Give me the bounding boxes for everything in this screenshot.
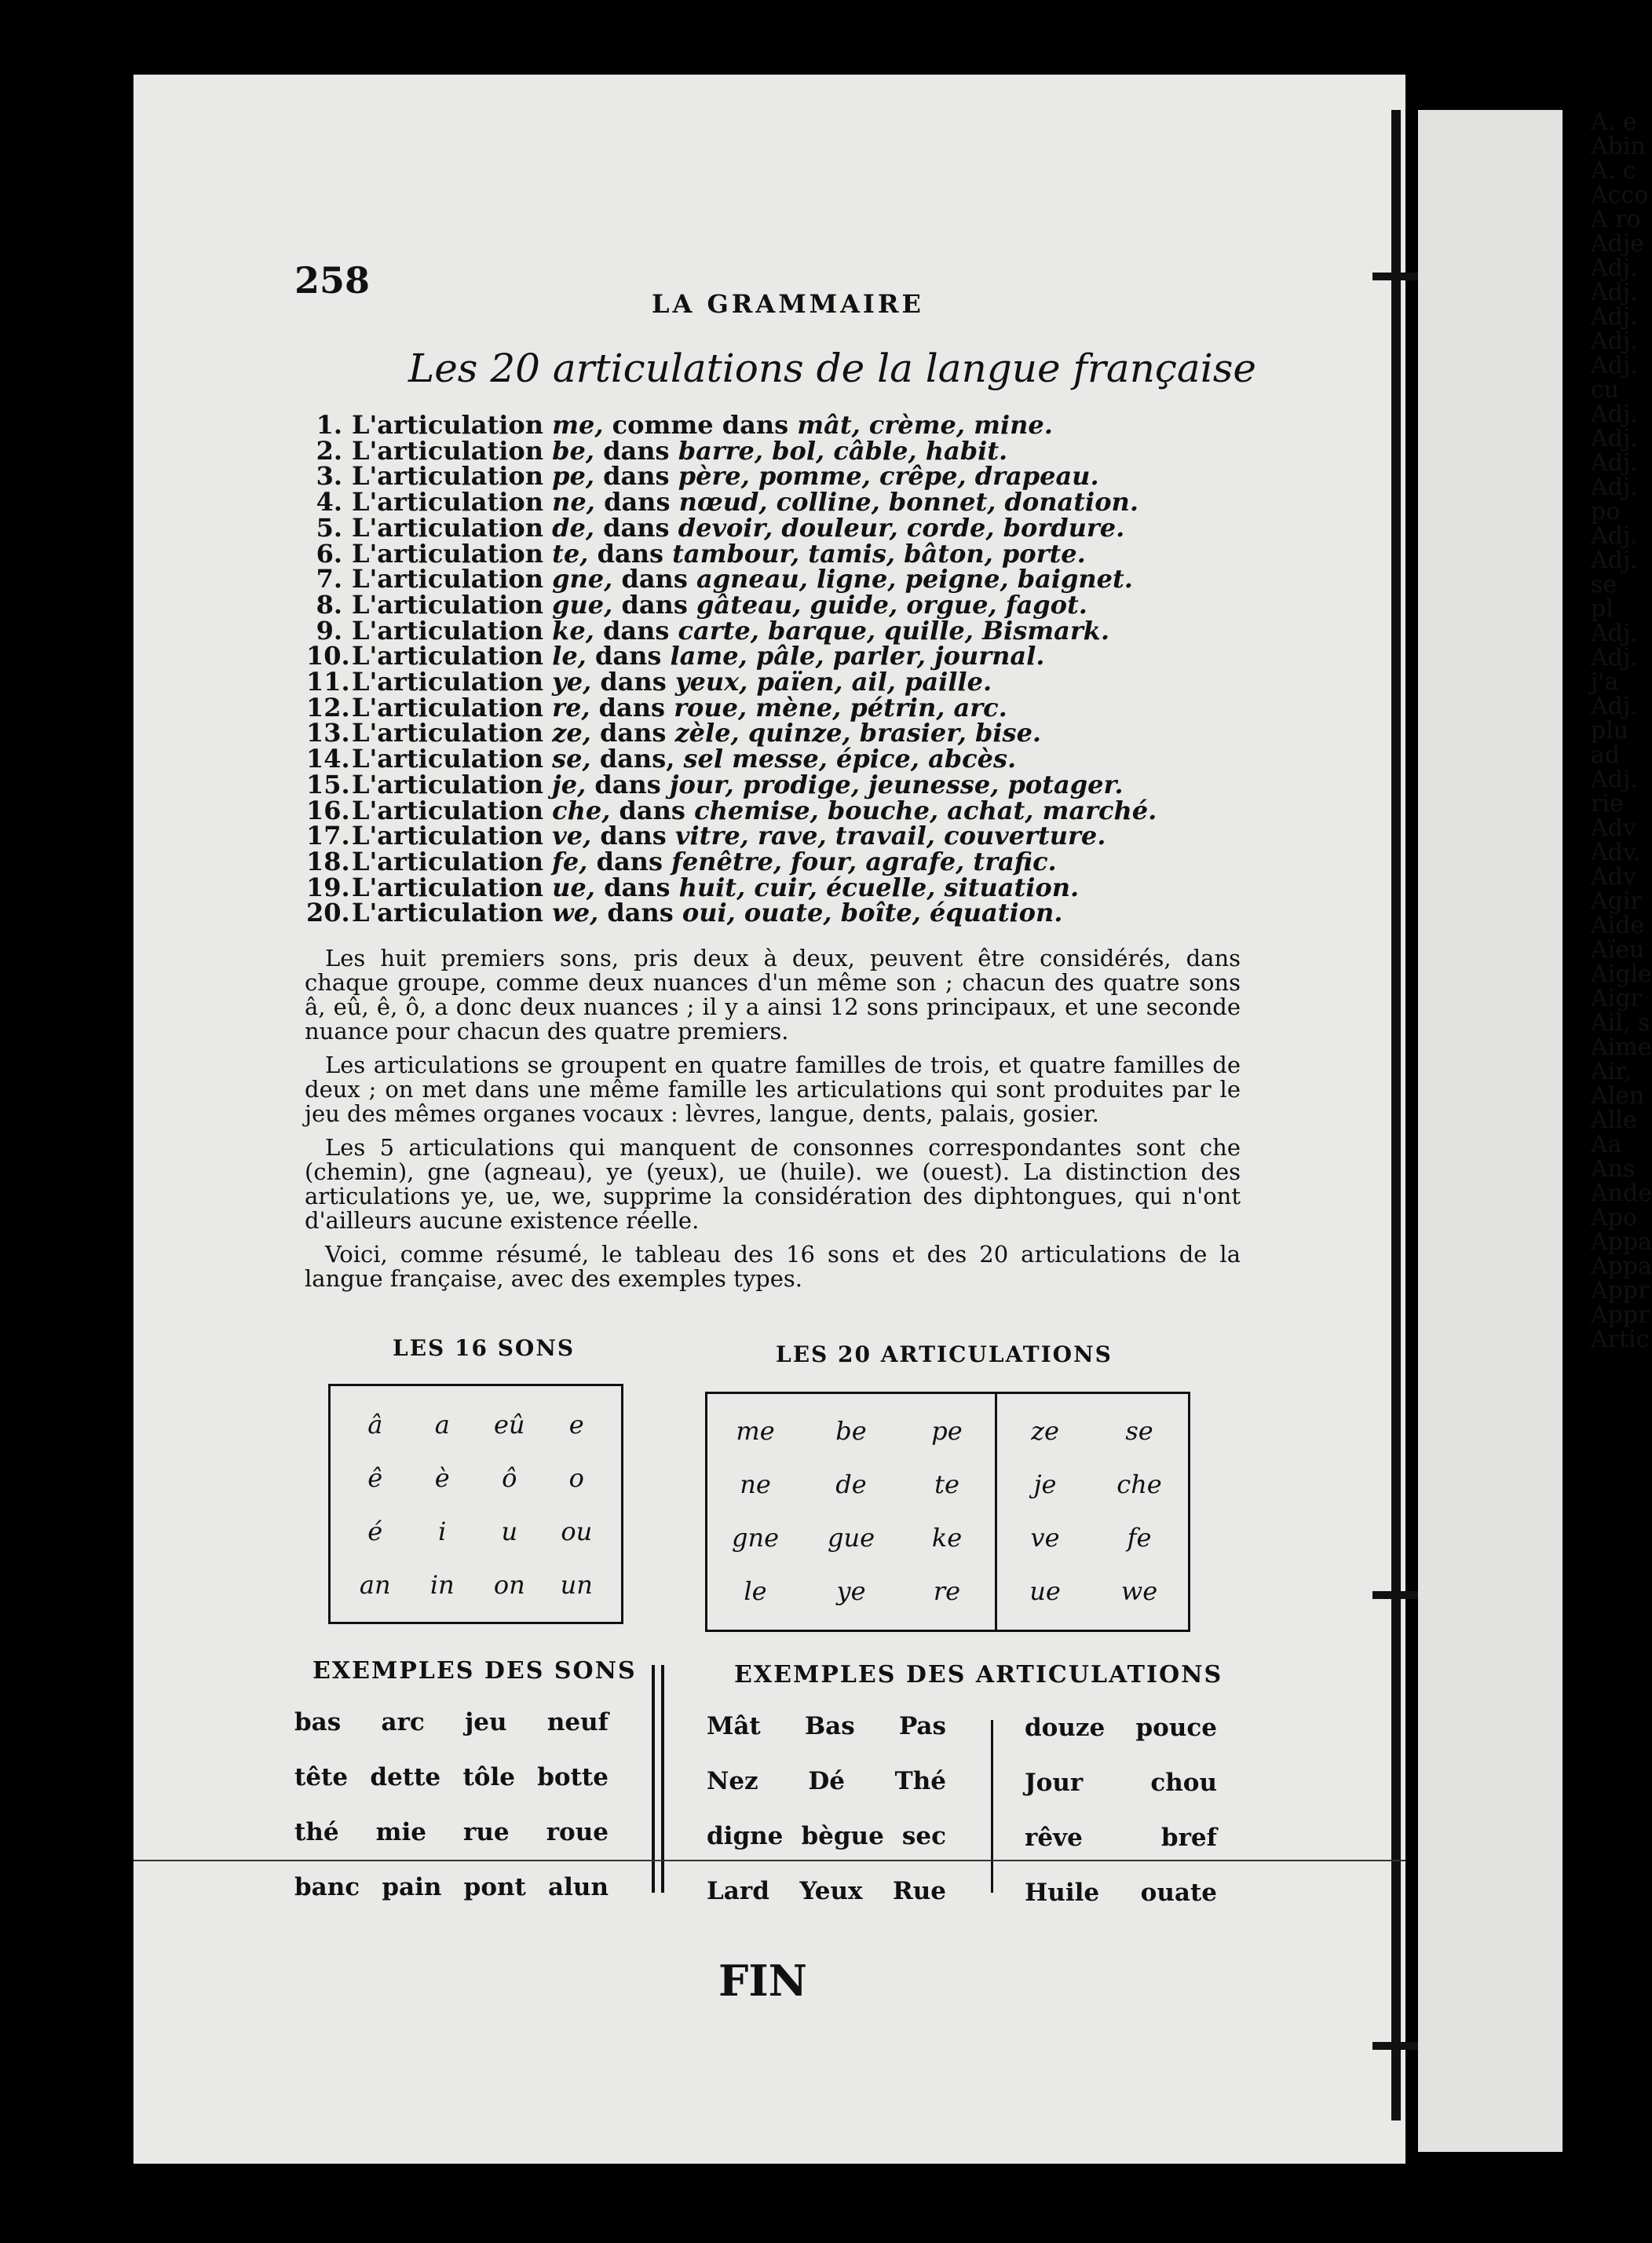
son-cell: u bbox=[501, 1517, 518, 1546]
facing-line: Adj. bbox=[1591, 620, 1638, 647]
articulation-number: 20. bbox=[306, 898, 350, 928]
exemples-sons-heading: EXEMPLES DES SONS bbox=[312, 1657, 637, 1685]
articulation-examples: huit, cuir, écuelle, situation. bbox=[678, 872, 1080, 902]
articulation-row bbox=[306, 643, 1091, 669]
articulation-symbol: gne, bbox=[552, 564, 613, 595]
facing-line: Appa bbox=[1591, 1228, 1652, 1256]
articulation-number: 2. bbox=[316, 435, 342, 466]
articulation-examples: lame, pâle, parler, journal. bbox=[670, 641, 1045, 671]
articulation-cell: me bbox=[736, 1416, 775, 1446]
example-word: chou bbox=[1150, 1769, 1217, 1797]
facing-line: se bbox=[1591, 571, 1617, 598]
body-paragraph: Les 5 articulations qui manquent de consonnes correspondantes sont che (chemin), gne (agneau), ye (yeux), ue (huile). we (ouest). La distinction des articulations ye, ue, we, supprime la considération des diphtongues, qui n'ont d'ailleurs aucune existence réelle. bbox=[305, 1134, 1241, 1234]
articulation-number: 7. bbox=[316, 564, 342, 595]
articulation-number: 12. bbox=[306, 692, 350, 723]
example-word-row bbox=[294, 1873, 609, 1901]
articulation-cell: te bbox=[934, 1469, 959, 1499]
articulation-cell: gne bbox=[731, 1523, 780, 1553]
articulation-examples: nœud, colline, bonnet, donation. bbox=[678, 487, 1138, 518]
facing-line: Adj. bbox=[1591, 474, 1638, 501]
articulation-examples: mât, crème, mine. bbox=[797, 410, 1053, 440]
son-cell: i bbox=[438, 1517, 447, 1546]
example-word: roue bbox=[546, 1818, 609, 1846]
articulation-prep: dans bbox=[594, 641, 662, 671]
articulation-cell: ue bbox=[1029, 1576, 1061, 1606]
spine-ornament bbox=[1372, 273, 1420, 280]
articulation-number: 16. bbox=[306, 795, 350, 825]
facing-line: Air, bbox=[1591, 1058, 1632, 1085]
example-word: Jour bbox=[1025, 1769, 1084, 1797]
son-cell: in bbox=[429, 1570, 455, 1600]
articulation-row bbox=[306, 615, 1109, 646]
facing-page-fragment bbox=[1418, 108, 1652, 2152]
example-word: tête bbox=[294, 1763, 349, 1791]
articulation-lead: L'articulation bbox=[352, 898, 544, 928]
example-word-row bbox=[707, 1877, 946, 1905]
articulation-cell: be bbox=[835, 1416, 867, 1446]
articulation-lead: L'articulation bbox=[352, 564, 544, 595]
articulation-row bbox=[306, 720, 1091, 746]
exemples-articulations-heading: EXEMPLES DES ARTICULATIONS bbox=[734, 1661, 1223, 1689]
articulation-prep: dans bbox=[621, 564, 688, 595]
facing-line: ad bbox=[1591, 741, 1621, 769]
example-word: rêve bbox=[1025, 1824, 1083, 1852]
facing-line: Aime bbox=[1591, 1034, 1652, 1061]
articulation-number: 14. bbox=[306, 744, 350, 774]
articulation-number: 15. bbox=[306, 769, 350, 800]
articulation-cell: ye bbox=[836, 1576, 866, 1606]
example-word: ouate bbox=[1140, 1879, 1217, 1907]
articulation-number: 13. bbox=[306, 718, 350, 748]
articulation-examples: gâteau, guide, orgue, fagot. bbox=[696, 589, 1087, 620]
example-word: tôle bbox=[462, 1763, 515, 1791]
facing-line: plu bbox=[1591, 717, 1629, 745]
articulation-prep: dans bbox=[599, 718, 667, 748]
son-cell: o bbox=[568, 1463, 584, 1493]
articulation-cell: ze bbox=[1031, 1416, 1059, 1446]
example-word-row bbox=[1025, 1714, 1217, 1742]
body-paragraph: Voici, comme résumé, le tableau des 16 sons et des 20 articulations de la langue française, avec des exemples types. bbox=[305, 1241, 1241, 1292]
example-word-row bbox=[294, 1818, 609, 1846]
articulation-number: 8. bbox=[316, 589, 342, 620]
articulation-lead: L'articulation bbox=[352, 744, 544, 774]
section-title: Les 20 articulations de la langue française bbox=[408, 346, 1256, 391]
facing-line: Aigr bbox=[1591, 985, 1642, 1012]
facing-line: Adj. bbox=[1591, 279, 1638, 306]
articulation-cell: fe bbox=[1127, 1523, 1152, 1553]
example-word: arc bbox=[381, 1708, 425, 1736]
articulation-lead: L'articulation bbox=[352, 410, 544, 440]
facing-line: Alle bbox=[1591, 1107, 1637, 1134]
facing-line: Adv bbox=[1591, 814, 1636, 842]
facing-line: Adj. bbox=[1591, 766, 1638, 793]
articulation-examples: père, pomme, crêpe, drapeau. bbox=[678, 461, 1099, 492]
example-word: jeu bbox=[465, 1708, 507, 1736]
facing-line: Adj. bbox=[1591, 547, 1638, 574]
articulation-symbol: be, bbox=[552, 435, 595, 466]
articulation-examples: barre, bol, câble, habit. bbox=[678, 435, 1008, 466]
articulation-symbol: ze, bbox=[552, 718, 591, 748]
facing-line: Ande bbox=[1591, 1180, 1652, 1207]
articulation-symbol: che, bbox=[552, 795, 611, 825]
facing-line: j'a bbox=[1591, 668, 1619, 696]
articulation-symbol: ne, bbox=[552, 487, 595, 518]
example-word: botte bbox=[537, 1763, 609, 1791]
articulations-table bbox=[705, 1392, 1190, 1632]
example-word: Dé bbox=[808, 1767, 845, 1795]
articulation-row bbox=[306, 589, 1091, 620]
facing-line: Abin bbox=[1591, 133, 1646, 160]
articulation-row bbox=[306, 538, 1091, 569]
facing-line: Adj. bbox=[1591, 327, 1638, 355]
articulations-list bbox=[306, 410, 1157, 928]
example-word: Pas bbox=[898, 1712, 946, 1740]
articulation-examples: oui, ouate, boîte, équation. bbox=[682, 898, 1063, 928]
example-word: pouce bbox=[1135, 1714, 1217, 1742]
facing-line: Adj. bbox=[1591, 254, 1638, 282]
articulation-prep: dans bbox=[600, 821, 667, 851]
articulation-symbol: pe, bbox=[552, 461, 595, 492]
facing-line: Adj. bbox=[1591, 644, 1638, 671]
articulation-examples: sel messe, épice, abcès. bbox=[683, 744, 1017, 774]
articulation-symbol: ke, bbox=[552, 615, 594, 646]
articulation-prep: dans bbox=[603, 461, 670, 492]
articulation-symbol: me, bbox=[552, 410, 604, 440]
articulation-examples: zèle, quinze, brasier, bise. bbox=[674, 718, 1042, 748]
articulation-number: 4. bbox=[316, 487, 342, 518]
articulation-row bbox=[306, 692, 1091, 723]
articulation-lead: L'articulation bbox=[352, 795, 544, 825]
articulation-number: 6. bbox=[316, 538, 342, 569]
articulation-row bbox=[306, 746, 1091, 772]
articulation-prep: dans bbox=[607, 898, 674, 928]
example-word: neuf bbox=[546, 1708, 609, 1736]
articulation-lead: L'articulation bbox=[352, 692, 544, 723]
facing-line: Agir bbox=[1591, 887, 1642, 915]
articulation-prep: dans bbox=[619, 795, 685, 825]
articulation-symbol: fe, bbox=[552, 846, 588, 876]
running-head: LA GRAMMAIRE bbox=[652, 289, 924, 319]
articulation-symbol: te, bbox=[552, 538, 589, 569]
son-cell: on bbox=[493, 1570, 525, 1600]
example-word: Bas bbox=[804, 1712, 855, 1740]
example-word: Mât bbox=[707, 1712, 761, 1740]
facing-line: A. e bbox=[1591, 108, 1637, 136]
son-cell: é bbox=[367, 1517, 383, 1546]
example-word: Huile bbox=[1025, 1879, 1100, 1907]
facing-line: Apo bbox=[1591, 1204, 1637, 1231]
articulation-symbol: le, bbox=[552, 641, 587, 671]
articulation-examples: fenêtre, four, agrafe, trafic. bbox=[671, 846, 1057, 876]
articulation-row bbox=[306, 564, 1133, 595]
example-word: banc bbox=[294, 1873, 360, 1901]
facing-line: Adj. bbox=[1591, 522, 1638, 550]
articulation-number: 18. bbox=[306, 846, 350, 876]
facing-line: Adj. bbox=[1591, 449, 1638, 477]
example-word: thé bbox=[294, 1818, 339, 1846]
articulation-lead: L'articulation bbox=[352, 667, 544, 697]
facing-line: Acco bbox=[1591, 181, 1649, 209]
articulation-symbol: re, bbox=[552, 692, 590, 723]
exemples-articulations-right bbox=[1025, 1714, 1217, 1934]
facing-line: rie bbox=[1591, 790, 1624, 818]
son-cell: ô bbox=[502, 1463, 517, 1493]
articulation-number: 17. bbox=[306, 821, 350, 851]
articulation-lead: L'articulation bbox=[352, 435, 544, 466]
articulation-lead: L'articulation bbox=[352, 872, 544, 902]
facing-line: Appr bbox=[1591, 1301, 1650, 1329]
articulation-symbol: ve, bbox=[552, 821, 592, 851]
example-word: bref bbox=[1160, 1824, 1217, 1852]
book-spine bbox=[1391, 110, 1401, 2120]
articulation-examples: yeux, païen, ail, paille. bbox=[674, 667, 992, 697]
facing-line: A. c bbox=[1591, 157, 1636, 185]
example-word: digne bbox=[707, 1822, 784, 1850]
sons-table bbox=[328, 1384, 623, 1624]
facing-line: Adv bbox=[1591, 863, 1636, 891]
example-word: Nez bbox=[707, 1767, 758, 1795]
articulation-examples: carte, barque, quille, Bismark. bbox=[678, 615, 1109, 646]
example-word: mie bbox=[375, 1818, 426, 1846]
son-cell: a bbox=[434, 1410, 450, 1440]
facing-line: Adj. bbox=[1591, 352, 1638, 379]
articulation-cell: je bbox=[1033, 1469, 1057, 1499]
articulation-lead: L'articulation bbox=[352, 821, 544, 851]
articulation-row bbox=[306, 435, 1091, 466]
son-cell: ou bbox=[561, 1517, 593, 1546]
example-word: alun bbox=[548, 1873, 609, 1901]
articulation-symbol: ye, bbox=[552, 667, 592, 697]
articulation-examples: roue, mène, pétrin, arc. bbox=[674, 692, 1007, 723]
example-word: dette bbox=[370, 1763, 441, 1791]
articulation-lead: L'articulation bbox=[352, 461, 544, 492]
articulation-symbol: ue, bbox=[552, 872, 595, 902]
articulation-lead: L'articulation bbox=[352, 846, 544, 876]
articulation-examples: tambour, tamis, bâton, porte. bbox=[672, 538, 1086, 569]
facing-line: Ail, s bbox=[1591, 1009, 1650, 1037]
articulation-cell: re bbox=[933, 1576, 961, 1606]
articulation-symbol: je, bbox=[552, 769, 587, 800]
body-paragraphs bbox=[305, 946, 1241, 1301]
articulation-lead: L'articulation bbox=[352, 769, 544, 800]
articulation-prep: dans bbox=[596, 846, 663, 876]
son-cell: eû bbox=[493, 1410, 525, 1440]
articulation-examples: devoir, douleur, corde, bordure. bbox=[678, 512, 1125, 543]
facing-line: po bbox=[1591, 498, 1621, 525]
articulation-prep: dans bbox=[604, 487, 671, 518]
facing-line: Adj. bbox=[1591, 425, 1638, 452]
son-cell: è bbox=[434, 1463, 450, 1493]
articulation-lead: L'articulation bbox=[352, 589, 544, 620]
articulation-prep: dans bbox=[597, 538, 663, 569]
articulation-number: 1. bbox=[316, 410, 342, 440]
example-word-row bbox=[707, 1767, 946, 1795]
facing-line: cu bbox=[1591, 376, 1620, 404]
son-cell: â bbox=[367, 1410, 383, 1440]
articulation-row bbox=[306, 461, 1099, 492]
example-word: sec bbox=[901, 1822, 946, 1850]
son-cell: an bbox=[359, 1570, 391, 1600]
facing-line: Aide bbox=[1591, 912, 1645, 939]
example-word: bas bbox=[294, 1708, 342, 1736]
articulation-number: 5. bbox=[316, 512, 342, 543]
articulation-prep: dans bbox=[604, 872, 671, 902]
example-word-row bbox=[294, 1763, 609, 1791]
articulation-symbol: de, bbox=[552, 512, 595, 543]
articulation-row bbox=[306, 487, 1138, 518]
facing-line: Appr bbox=[1591, 1277, 1650, 1304]
example-word: Rue bbox=[892, 1877, 946, 1905]
articulation-number: 9. bbox=[316, 615, 342, 646]
articulation-symbol: we, bbox=[552, 898, 599, 928]
articulation-cell: ve bbox=[1030, 1523, 1060, 1553]
articulation-prep: dans bbox=[603, 512, 670, 543]
articulation-prep: dans bbox=[598, 692, 666, 723]
facing-line: Aïeu bbox=[1591, 936, 1645, 964]
articulation-prep: dans bbox=[600, 667, 667, 697]
articulations-heading: LES 20 ARTICULATIONS bbox=[776, 1341, 1113, 1367]
articulation-cell: le bbox=[744, 1576, 767, 1606]
articulation-cell: ke bbox=[931, 1523, 963, 1553]
articulation-lead: L'articulation bbox=[352, 718, 544, 748]
example-word-row bbox=[707, 1822, 946, 1850]
articulation-prep: dans, bbox=[599, 744, 675, 774]
example-word-row bbox=[1025, 1824, 1217, 1852]
exemples-sons bbox=[294, 1708, 609, 1928]
facing-line: Adje bbox=[1591, 230, 1644, 258]
articulation-prep: dans bbox=[594, 769, 661, 800]
articulation-cell: we bbox=[1120, 1576, 1158, 1606]
articulation-examples: agneau, ligne, peigne, baignet. bbox=[696, 564, 1133, 595]
facing-line: Aa bbox=[1591, 1131, 1622, 1158]
example-word: pont bbox=[463, 1873, 526, 1901]
facing-line: Adj. bbox=[1591, 303, 1638, 331]
articulation-cell: ne bbox=[740, 1469, 771, 1499]
articulation-examples: jour, prodige, jeunesse, potager. bbox=[669, 769, 1124, 800]
facing-line: Alen bbox=[1591, 1082, 1645, 1110]
facing-line: Ans bbox=[1591, 1155, 1636, 1183]
articulation-row bbox=[306, 795, 1157, 825]
articulation-number: 3. bbox=[316, 461, 342, 492]
articulation-prep: dans bbox=[602, 615, 670, 646]
articulation-prep: comme dans bbox=[612, 410, 789, 440]
fin-marker: FIN bbox=[718, 1956, 807, 2006]
body-paragraph: Les huit premiers sons, pris deux à deux, peuvent être considérés, dans chaque groupe, comme deux nuances d'un même son ; chacun des quatre sons â, eû, ê, ô, a donc deux nuances ; il y a ainsi 12 sons principaux, et une seconde nuance pour chacun des quatre premiers. bbox=[305, 945, 1241, 1045]
articulation-row bbox=[306, 769, 1124, 800]
articulation-cell: pe bbox=[931, 1416, 963, 1446]
example-word: douze bbox=[1025, 1714, 1106, 1742]
example-word-row bbox=[1025, 1879, 1217, 1907]
articulation-row bbox=[306, 512, 1125, 543]
body-paragraph: Les articulations se groupent en quatre familles de trois, et quatre familles de deux ; on met dans une même famille les articulations qui sont produites par le jeu des mêmes organes vocaux : lèvres, langue, dents, palais, gosier. bbox=[305, 1052, 1241, 1127]
articulation-prep: dans bbox=[603, 435, 670, 466]
facing-line: A ro bbox=[1591, 206, 1641, 233]
spine-ornament bbox=[1372, 1591, 1420, 1599]
articulation-lead: L'articulation bbox=[352, 615, 544, 646]
articulation-lead: L'articulation bbox=[352, 487, 544, 518]
articulation-row bbox=[306, 900, 1091, 926]
facing-line: Adj. bbox=[1591, 401, 1638, 428]
facing-line: Aigle bbox=[1591, 961, 1652, 988]
articulation-lead: L'articulation bbox=[352, 512, 544, 543]
son-cell: e bbox=[568, 1410, 584, 1440]
articulation-row bbox=[306, 821, 1106, 851]
articulation-number: 10. bbox=[306, 641, 350, 671]
facing-line: Adj. bbox=[1591, 693, 1638, 720]
facing-line: Appa bbox=[1591, 1253, 1652, 1280]
example-word: Thé bbox=[894, 1767, 946, 1795]
articulation-cell: che bbox=[1117, 1469, 1162, 1499]
articulation-cell: se bbox=[1125, 1416, 1153, 1446]
example-word: pain bbox=[382, 1873, 442, 1901]
example-word: rue bbox=[463, 1818, 510, 1846]
articulation-prep: dans bbox=[621, 589, 688, 620]
articulation-cell: de bbox=[835, 1469, 867, 1499]
facing-line: pl bbox=[1591, 595, 1614, 623]
articulation-symbol: se, bbox=[552, 744, 591, 774]
son-cell: un bbox=[560, 1570, 593, 1600]
articulation-number: 19. bbox=[306, 872, 350, 902]
articulation-row bbox=[306, 846, 1091, 876]
sons-heading: LES 16 SONS bbox=[393, 1335, 576, 1361]
articulation-cell: gue bbox=[827, 1523, 875, 1553]
articulation-lead: L'articulation bbox=[352, 641, 544, 671]
articulation-examples: chemise, bouche, achat, marché. bbox=[694, 795, 1157, 825]
articulation-lead: L'articulation bbox=[352, 538, 544, 569]
articulation-examples: vitre, rave, travail, couverture. bbox=[674, 821, 1106, 851]
articulation-symbol: gue, bbox=[552, 589, 613, 620]
son-cell: ê bbox=[367, 1463, 383, 1493]
articulation-row bbox=[306, 412, 1091, 438]
exemples-articulations-left bbox=[707, 1712, 946, 1932]
example-word: Yeux bbox=[799, 1877, 863, 1905]
example-word: bègue bbox=[801, 1822, 884, 1850]
example-word-row bbox=[294, 1708, 609, 1736]
facing-line: Adv. bbox=[1591, 839, 1641, 866]
articulation-row bbox=[306, 669, 1091, 695]
facing-line: Artic bbox=[1591, 1326, 1650, 1353]
example-word-row bbox=[707, 1712, 946, 1740]
example-word: Lard bbox=[707, 1877, 769, 1905]
articulation-number: 11. bbox=[306, 667, 350, 697]
example-word-row bbox=[1025, 1769, 1217, 1797]
articulation-row bbox=[306, 872, 1091, 902]
page-number: 258 bbox=[294, 259, 371, 302]
spine-ornament bbox=[1372, 2042, 1420, 2050]
